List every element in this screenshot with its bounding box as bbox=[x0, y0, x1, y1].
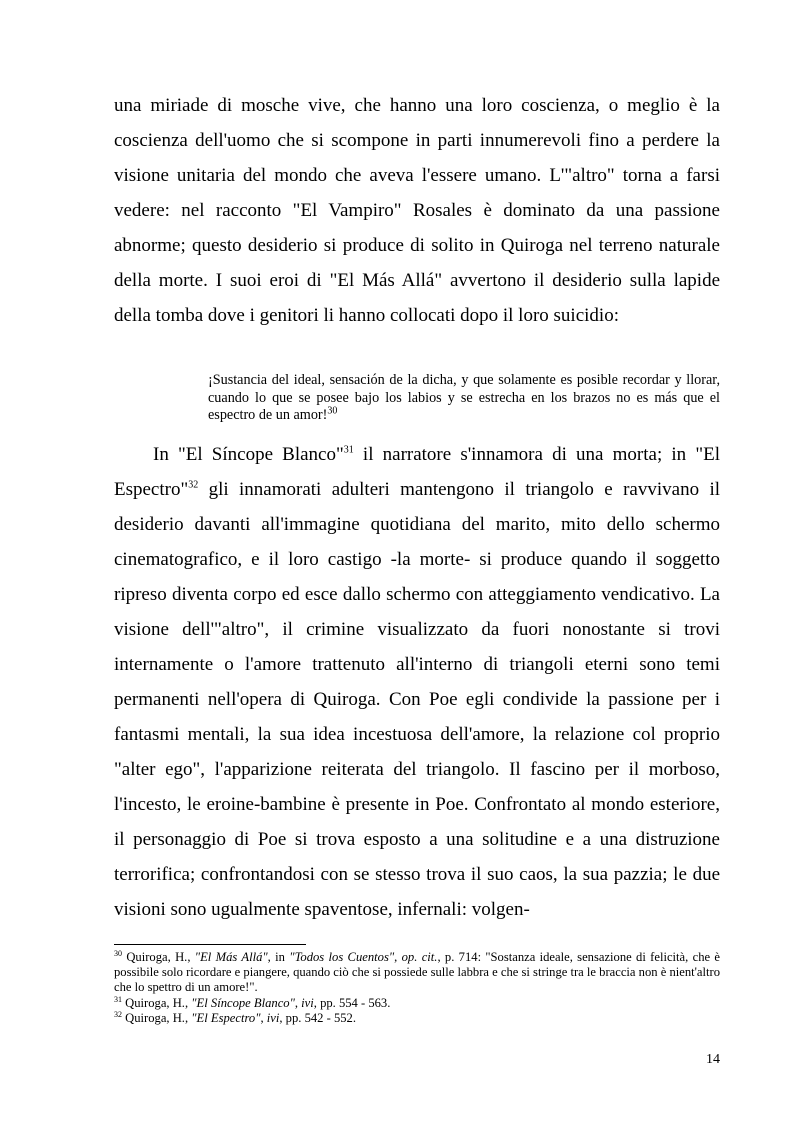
paragraph-2-part-1: In "El Síncope Blanco" bbox=[153, 444, 344, 465]
footnote-ref-31[interactable]: 31 bbox=[343, 444, 354, 456]
footnote-31 bbox=[114, 996, 720, 1011]
footnote-book: "Todos los Cuentos" bbox=[289, 950, 395, 964]
footnote-ref-30[interactable]: 30 bbox=[327, 405, 338, 417]
footnote-number: 31 bbox=[114, 994, 122, 1004]
paragraph-1-text: una miriade di mosche vive, che hanno una loro coscienza, o meglio è la coscienza dell'uomo che si scompone in parti innumerevoli fino a perdere la visione unitaria del mondo che aveva l'essere umano. L'"altro" torna a farsi vedere: nel racconto "El Vampiro" Rosales è dominato da una passione abnorme; questo desiderio si produce di solito in Quiroga nel terreno naturale della morte. I suoi eroi di "El Más Allá" avvertono il desiderio sulla lapide della tomba dove i genitori li hanno collocati dopo il loro suicidio: bbox=[114, 95, 720, 326]
footnote-author: Quiroga, H., bbox=[122, 995, 192, 1010]
footnote-32 bbox=[114, 1011, 720, 1026]
paragraph-2-part-2: il narratore s'innamora di una morta; in "El Espectro" bbox=[114, 444, 720, 500]
footnote-number: 30 bbox=[114, 948, 122, 958]
footnote-ref-abbr: op. cit. bbox=[401, 950, 438, 964]
footnote-text: , pp. 554 - 563. bbox=[313, 995, 391, 1010]
footnotes bbox=[114, 950, 720, 1026]
block-quote bbox=[208, 372, 720, 425]
footnote-ref-abbr: ivi bbox=[266, 1010, 280, 1025]
footnote-author: Quiroga, H., bbox=[122, 1010, 192, 1025]
footnote-title: "El Síncope Blanco" bbox=[191, 995, 295, 1010]
footnote-title: "El Espectro" bbox=[191, 1010, 261, 1025]
footnote-30 bbox=[114, 950, 720, 996]
footnote-separator bbox=[114, 944, 306, 945]
footnote-text: , in bbox=[267, 950, 290, 964]
footnote-number: 32 bbox=[114, 1009, 122, 1019]
footnote-ref-abbr: ivi bbox=[301, 995, 314, 1010]
page-number: 14 bbox=[706, 1052, 720, 1067]
footnote-text: , bbox=[294, 995, 302, 1010]
paragraph-2-part-3: gli innamorati adulteri mantengono il triangolo e ravvivano il desiderio davanti all'immagine quotidiana del marito, mito dello schermo cinematografico, e il loro castigo -la morte- si produce quando il soggetto ripreso diventa corpo ed esce dallo schermo con atteggiamento vendicativo. La visione dell'"altro", il crimine visualizzato da fuori nonostante si trovi internamente o l'amore trattenuto all'interno di triangoli eterni sono temi permanenti nell'opera di Quiroga. Con Poe egli condivide la passione per i fantasmi mentali, la sua idea incestuosa dell'amore, la relazione col proprio "alter ego", l'apparizione reiterata del triangolo. Il fascino per il morboso, l'incesto, le eroine-bambine è presente in Poe. Confrontato al mondo esteriore, il personaggio di Poe si trova esposto a una solitudine e a una distruzione terrorifica; confrontandosi con se stesso trova il suo caos, la sua pazzia; le due visioni sono ugualmente spaventose, infernali: volgen- bbox=[114, 479, 720, 920]
footnote-text: , bbox=[260, 1010, 267, 1025]
quote-text: ¡Sustancia del ideal, sensación de la dicha, y que solamente es posible recordar y llorar, cuando lo que se posee bajo los labios y se estrecha en los brazos no es más que el espectro de un amor! bbox=[208, 372, 720, 423]
footnote-ref-32[interactable]: 32 bbox=[188, 479, 199, 491]
footnote-title: "El Más Allá" bbox=[194, 950, 268, 964]
footnote-author: Quiroga, H., bbox=[122, 950, 195, 964]
body-paragraph-2 bbox=[114, 437, 720, 927]
footnote-text: , bbox=[394, 950, 402, 964]
body-paragraph-1 bbox=[114, 88, 720, 333]
footnote-text: , pp. 542 - 552. bbox=[279, 1010, 356, 1025]
footnote-text: , p. 714: "Sostanza ideale, sensazione di felicità, che è possibile solo ricordare e piangere, quando ciò che si possiede sulle labbra e che si stringe tra le braccia non è nient'altro che lo spettro di un amore!". bbox=[114, 950, 720, 995]
